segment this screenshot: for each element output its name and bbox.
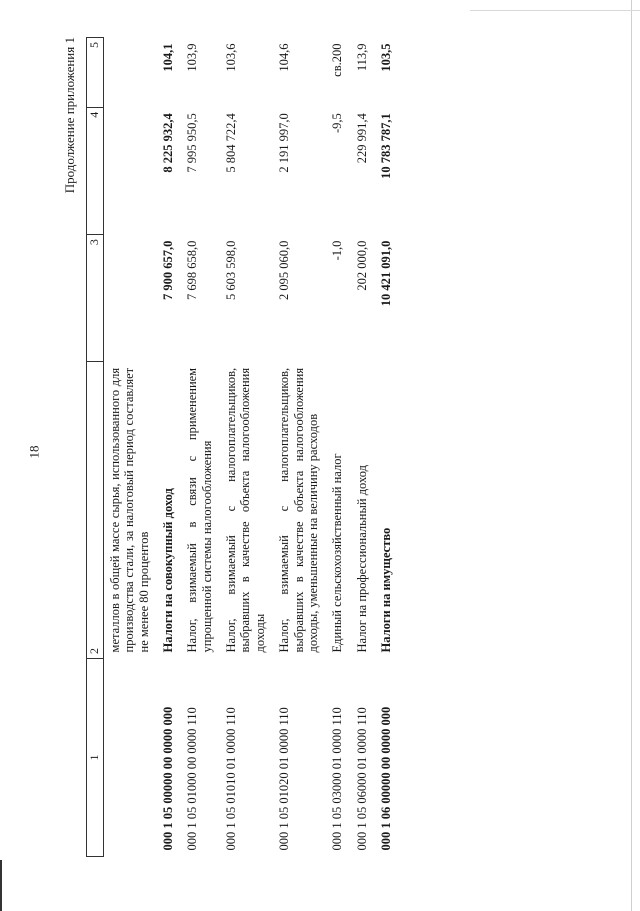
revenue-table (86, 37, 399, 857)
header-col-4: 4 (87, 107, 104, 234)
table-row (273, 38, 326, 857)
row-name: Единый сельскохозяйственный налог (330, 453, 345, 653)
table-row (220, 38, 273, 857)
row-actual-value: 10 783 787,1 (379, 113, 394, 179)
row-name: Налог, взимаемый в связи с применением упрощенной системы налогообложения (185, 367, 214, 653)
page-edge (631, 0, 632, 911)
table-row (157, 38, 181, 857)
scan-edge-mark (0, 860, 2, 911)
table-body (103, 38, 399, 857)
row-actual-value: 5 804 722,4 (224, 113, 239, 173)
row-actual-value: 229 991,4 (354, 113, 369, 164)
table-row (181, 38, 220, 857)
row-actual-value: 2 191 997,0 (277, 113, 292, 173)
row-name: Налог, взимаемый с налогоплательщиков, выбравших в качестве объекта налогообложения доходы (224, 367, 267, 653)
table-row (103, 38, 157, 857)
row-code (103, 658, 157, 856)
row-code: 000 1 05 01010 01 0000 110 (224, 707, 239, 851)
row-plan-value: 7 698 658,0 (185, 240, 200, 300)
row-percent: 103,9 (185, 43, 200, 72)
row-plan-value: 202 000,0 (354, 240, 369, 291)
row-percent: 103,6 (224, 43, 239, 72)
row-name: Налог на профессиональный доход (354, 464, 369, 653)
row-percent: 113,9 (354, 43, 369, 72)
table-row (326, 38, 350, 857)
row-percent (103, 38, 157, 108)
row-plan-value: 5 603 598,0 (224, 240, 239, 300)
row-name: Налог, взимаемый с налогоплательщиков, выбравших в качестве объекта налогообложения доходы, уменьшенные на величину расходов (277, 367, 320, 653)
row-actual-value (103, 107, 157, 234)
row-code: 000 1 05 01000 00 0000 110 (185, 707, 200, 851)
row-actual-value: 7 995 950,5 (185, 113, 200, 173)
top-rule (470, 10, 640, 11)
header-row (87, 38, 104, 857)
row-percent: 104,6 (277, 43, 292, 72)
row-code: 000 1 05 03000 01 0000 110 (330, 707, 345, 851)
row-percent: 103,5 (379, 43, 394, 72)
row-plan-value: 7 900 657,0 (160, 240, 175, 300)
table-row (375, 38, 399, 857)
row-plan-value: 10 421 091,0 (379, 240, 394, 307)
row-plan-value: 2 095 060,0 (277, 240, 292, 300)
row-name: металлов в общей массе сырья, использованного для производства стали, за налоговый период составляет не менее 80 процентов (107, 367, 151, 653)
page-number: 18 (26, 445, 42, 459)
row-code: 000 1 05 06000 01 0000 110 (354, 707, 369, 851)
row-actual-value: 8 225 932,4 (160, 113, 175, 173)
table-row (351, 38, 375, 857)
header-col-5: 5 (87, 38, 104, 108)
row-plan-value: -1,0 (330, 240, 345, 261)
rotated-page (60, 37, 600, 857)
continuation-note: Продолжение приложения 1 (62, 37, 77, 194)
row-name: Налоги на имущество (379, 527, 394, 653)
row-code: 000 1 05 01020 01 0000 110 (277, 707, 292, 851)
row-actual-value: -9,5 (330, 113, 345, 134)
row-percent: 104,1 (160, 43, 175, 72)
row-plan-value (103, 235, 157, 362)
row-code: 000 1 06 00000 00 0000 000 (379, 706, 394, 851)
header-col-2: 2 (87, 362, 104, 659)
row-name: Налоги на совокупный доход (160, 488, 175, 653)
header-col-3: 3 (87, 235, 104, 362)
row-code: 000 1 05 00000 00 0000 000 (160, 706, 175, 851)
row-percent: св.200 (330, 43, 345, 77)
header-col-1: 1 (87, 658, 104, 856)
